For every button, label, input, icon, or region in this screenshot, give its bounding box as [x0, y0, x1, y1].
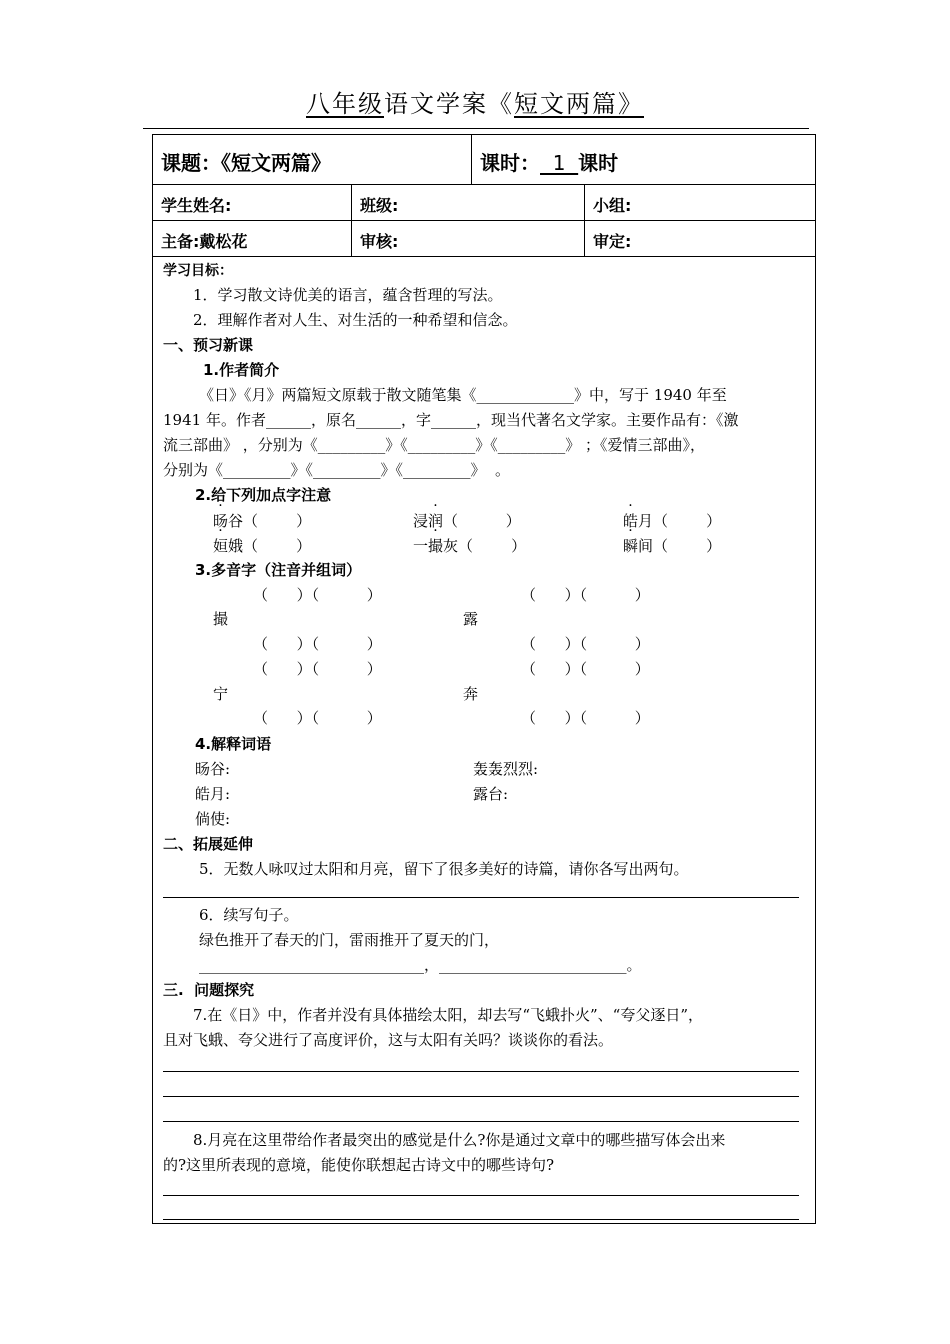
topic-label: 课题：《短文两篇》 [161, 151, 331, 175]
question-8-line-2: 的?这里所表现的意境，能使你联想起古诗文中的哪些诗句? [163, 1156, 555, 1174]
approve-label: 审定: [593, 232, 632, 251]
pronunciation-item[interactable]: 旸谷（ ） [213, 512, 312, 530]
header-row-author [153, 221, 815, 257]
title-part-1: 八年级 [306, 90, 384, 118]
vocab-item-4[interactable]: 露台: [473, 785, 509, 803]
polyphone-blank[interactable]: （ ）（ ） [521, 586, 650, 604]
polyphone-blank[interactable]: （ ）（ ） [253, 660, 382, 678]
lesson-number: 1 [540, 151, 579, 175]
worksheet-table [152, 134, 816, 1224]
header-row-topic [153, 135, 815, 185]
author-intro-line-2: 1941 年。作者______，原名______，字______，现当代著名文学家。主要作品有：《激 [163, 411, 739, 429]
pronunciation-heading: 2.给下列加点字注意 [195, 486, 332, 504]
pronunciation-item[interactable]: 浸润（ ） [413, 512, 521, 530]
class-label: 班级: [360, 196, 399, 215]
author-intro-heading: 1.作者简介 [203, 361, 280, 379]
dotted-char: 皓 [623, 512, 639, 530]
section-3-heading: 三. 问题探究 [163, 981, 255, 999]
polyphone-char-1: 撮 [213, 610, 229, 628]
polyphone-blank[interactable]: （ ）（ ） [253, 586, 382, 604]
section-2-heading: 二、拓展延伸 [163, 835, 254, 853]
polyphone-char-2: 露 [463, 610, 479, 628]
vocab-heading: 4.解释词语 [195, 735, 272, 753]
title-rule [143, 128, 809, 129]
polyphone-blank[interactable]: （ ）（ ） [521, 709, 650, 727]
author-label: 主备:戴松花 [161, 232, 248, 251]
lesson-cell [471, 135, 815, 184]
answer-line[interactable] [163, 1121, 799, 1122]
question-8-line-1: 8.月亮在这里带给作者最突出的感觉是什么?你是通过文章中的哪些描写体会出来 [193, 1131, 726, 1149]
answer-line[interactable] [163, 1096, 799, 1097]
pronunciation-item[interactable]: 皓月（ ） [623, 512, 722, 530]
title-part-2: 语文 [384, 90, 436, 118]
group-cell[interactable] [584, 185, 815, 220]
group-label: 小组: [593, 196, 632, 215]
dotted-char: 撮 [428, 537, 444, 555]
author-cell [153, 221, 351, 256]
student-name-label: 学生姓名: [161, 196, 232, 215]
pronunciation-item[interactable]: 瞬间（ ） [623, 537, 722, 555]
pronunciation-item[interactable]: 姮娥（ ） [213, 537, 312, 555]
lesson-label: 课时： [480, 151, 540, 175]
author-intro-line-1: 《日》《月》两篇短文原载于散文随笔集《_____________》中，写于 1940 年至 [199, 386, 727, 404]
goal-item-1: 1．学习散文诗优美的语言，蕴含哲理的写法。 [193, 286, 503, 304]
question-7-line-2: 且对飞蛾、夸父进行了高度评价，这与太阳有关吗？谈谈你的看法。 [163, 1031, 614, 1049]
section-1-heading: 一、预习新课 [163, 336, 254, 354]
answer-line[interactable] [163, 1071, 799, 1072]
review-cell[interactable] [351, 221, 584, 256]
student-name-cell[interactable] [153, 185, 351, 220]
polyphone-heading: 3.多音字（注音并组词） [195, 561, 362, 579]
dotted-char: 姮 [213, 537, 229, 555]
lesson-unit: 课时 [578, 151, 619, 175]
polyphone-char-3: 宁 [213, 685, 229, 703]
question-7-line-1: 7.在《日》中，作者并没有具体描绘太阳，却去写“飞蛾扑火”、“夸父逐日”， [193, 1006, 703, 1024]
header-row-student [153, 185, 815, 221]
polyphone-blank[interactable]: （ ）（ ） [521, 660, 650, 678]
vocab-item-1[interactable]: 旸谷: [195, 760, 231, 778]
author-intro-line-3: 流三部曲》 ，分别为《_________》《_________》《_________》 ；《爱情三部曲》， [163, 436, 706, 454]
worksheet-body [153, 261, 815, 1223]
goals-heading: 学习目标： [163, 263, 233, 279]
polyphone-char-4: 奔 [463, 685, 479, 703]
dotted-char: 瞬 [623, 537, 639, 555]
document-title [0, 84, 950, 119]
pronunciation-item[interactable]: 一撮灰（ ） [413, 537, 527, 555]
question-6: 6．续写句子。 [199, 906, 299, 924]
title-part-4: 短文两篇 [514, 90, 618, 118]
question-6-text: 绿色推开了春天的门，雷雨推开了夏天的门， [199, 931, 500, 949]
approve-cell[interactable] [584, 221, 815, 256]
title-part-5: 》 [618, 90, 644, 118]
answer-line[interactable] [163, 897, 799, 898]
vocab-item-5[interactable]: 倘使: [195, 810, 231, 828]
question-5: 5．无数人咏叹过太阳和月亮，留下了很多美好的诗篇，请你各写出两句。 [199, 860, 689, 878]
answer-line[interactable] [163, 1219, 799, 1220]
polyphone-blank[interactable]: （ ）（ ） [521, 635, 650, 653]
class-cell[interactable] [351, 185, 584, 220]
polyphone-blank[interactable]: （ ）（ ） [253, 709, 382, 727]
answer-line[interactable] [163, 1195, 799, 1196]
vocab-item-2[interactable]: 轰轰烈烈: [473, 760, 539, 778]
author-intro-line-4: 分别为《_________》《_________》《_________》 。 [163, 461, 511, 479]
title-part-3: 学案《 [436, 90, 514, 118]
dotted-char: 润 [428, 512, 444, 530]
dotted-char: 旸 [213, 512, 229, 530]
review-label: 审核: [360, 232, 399, 251]
goal-item-2: 2．理解作者对人生、对生活的一种希望和信念。 [193, 311, 518, 329]
topic-cell [153, 135, 471, 184]
polyphone-blank[interactable]: （ ）（ ） [253, 635, 382, 653]
question-6-blank[interactable]: ______________________________，_________________________。 [199, 956, 642, 974]
vocab-item-3[interactable]: 皓月: [195, 785, 231, 803]
